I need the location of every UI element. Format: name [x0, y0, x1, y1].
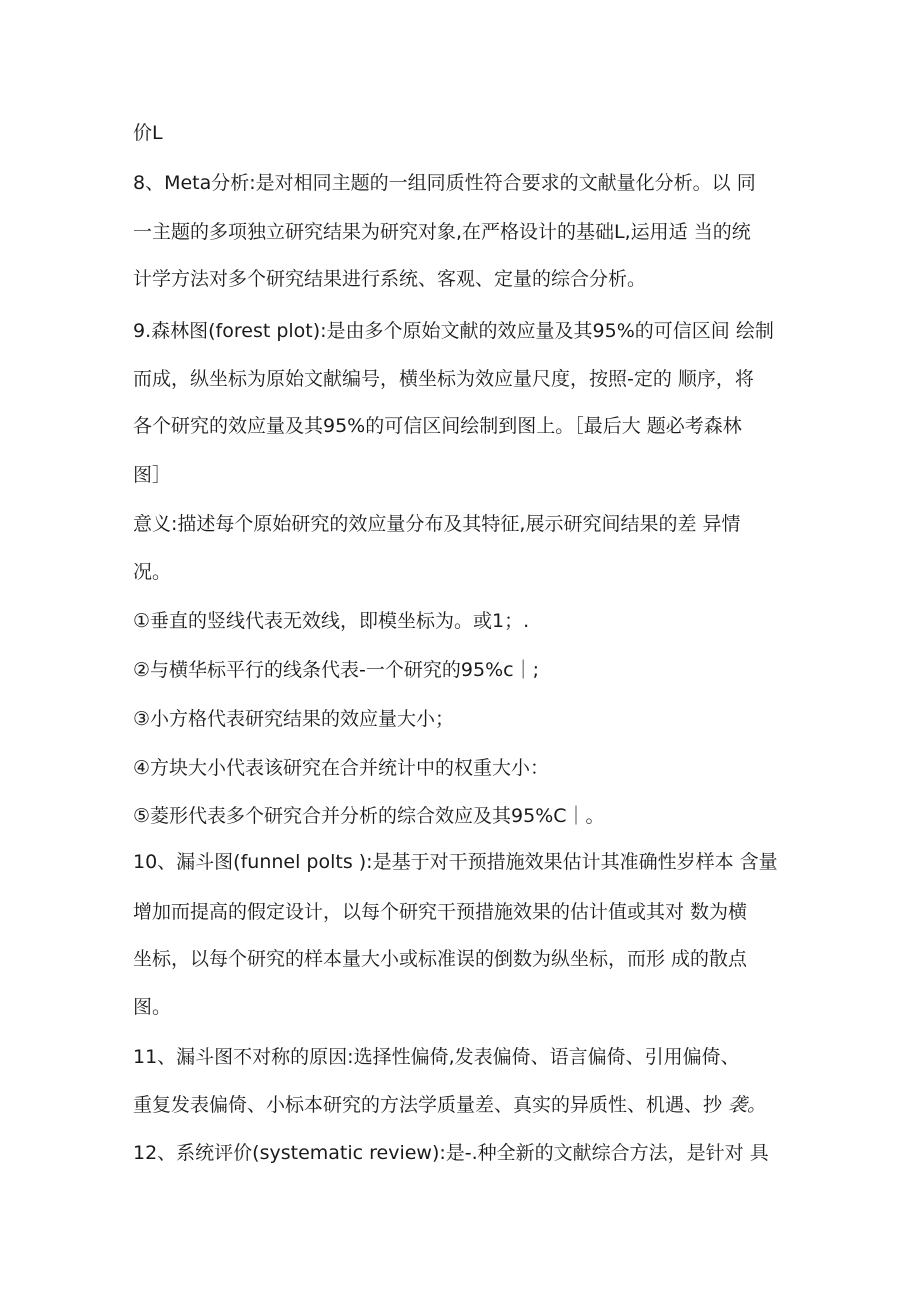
text-line-10: 况。 [133, 561, 172, 583]
text-line-5: 9.森林图(forest plot):是由多个原始文献的效应量及其95%的可信区间 绘制 [133, 320, 774, 342]
text-line-18: 坐标，以每个研究的样本量大小或标准误的倒数为纵坐标，而形 成的散点 [133, 948, 748, 970]
text-line-21-main: 重复发表偏倚、小标本研究的方法学质量差、真实的异质性、机遇、抄 [133, 1094, 729, 1116]
text-line-21 [133, 1092, 793, 1118]
text-line-1: 价L [133, 122, 163, 144]
text-line-6: 而成，纵坐标为原始文献编号，横坐标为效应量尺度，按照-定的 顺序，将 [133, 368, 754, 390]
text-line-21-tail: 袭。 [728, 1094, 767, 1116]
text-line-8: 图］ [133, 464, 172, 486]
text-line-14: ④方块大小代表该研究在合并统计中的权重大小： [133, 757, 550, 779]
text-line-7: 各个研究的效应量及其95%的可信区间绘制到图上。［最后大 题必考森林 [133, 415, 742, 437]
text-line-11: ①垂直的竖线代表无效线，即模坐标为。或1；. [133, 610, 530, 632]
text-line-4: 计学方法对多个研究结果进行系统、客观、定量的综合分析。 [133, 268, 647, 290]
text-line-17: 增加而提高的假定设计，以每个研究干预措施效果的估计值或其对 数为横 [133, 901, 748, 923]
text-line-22: 12、系统评价(systematic review):是-.种全新的文献综合方法，是针对 具 [133, 1142, 769, 1164]
text-line-15: ⑤菱形代表多个研究合并分析的综合效应及其95%C｜。 [133, 805, 605, 827]
text-line-3: 一主题的多项独立研究结果为研究对象,在严格设计的基础L,运用适 当的统 [133, 221, 751, 243]
text-line-9: 意义:描述每个原始研究的效应量分布及其特征,展示研究间结果的差 异情 [133, 513, 741, 535]
text-line-12: ②与横华标平行的线条代表-一个研究的95%c｜; [133, 659, 539, 681]
text-line-20: 11、漏斗图不对称的原因:选择性偏倚,发表偏倚、语言偏倚、引用偏倚、 [133, 1046, 740, 1068]
text-line-13: ③小方格代表研究结果的效应量大小； [133, 708, 455, 730]
text-line-2: 8、Meta分析:是对相同主题的一组同质性符合要求的文献量化分析。以 同 [133, 172, 756, 194]
text-line-19: 图。 [133, 996, 172, 1018]
text-line-16: 10、漏斗图(funnel polts ):是基于对干预措施效果估计其准确性岁样本 含量 [133, 851, 778, 873]
